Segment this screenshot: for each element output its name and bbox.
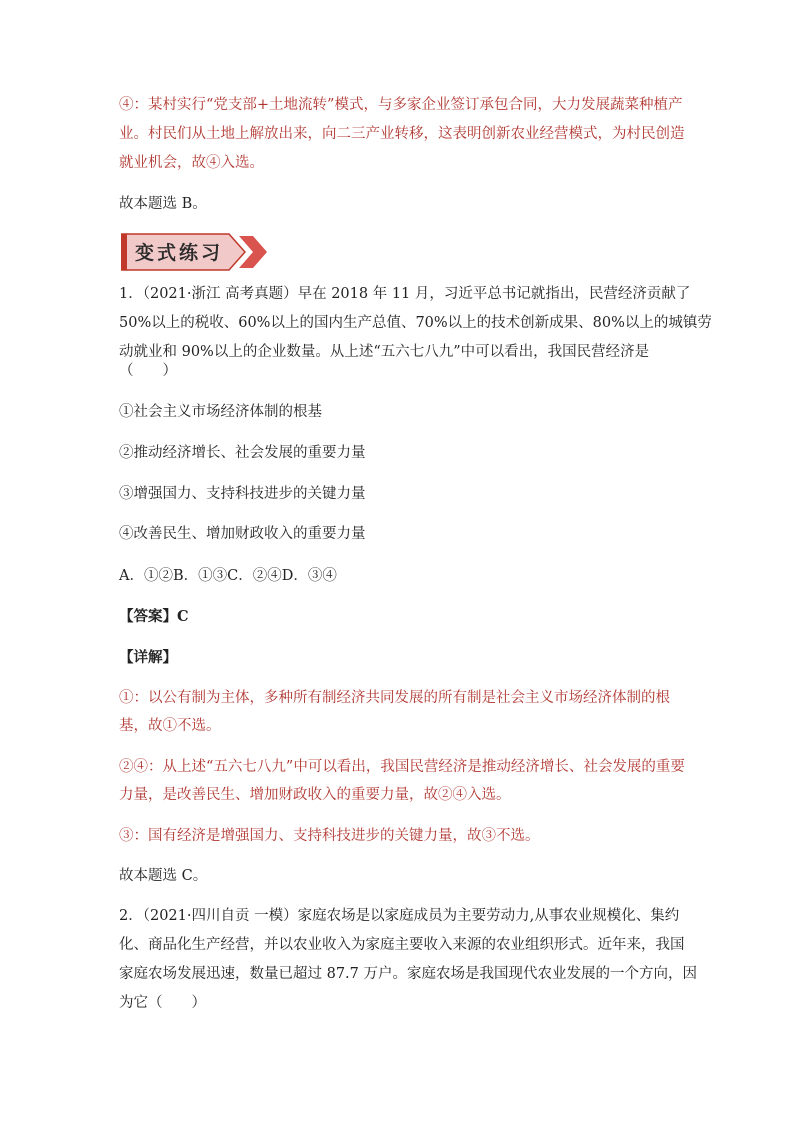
question-stem-line: 化、商品化生产经营，并以农业收入为家庭主要收入来源的农业组织形式。近年来，我国 [119, 937, 685, 953]
explanation-line: 就业机会，故④入选。 [119, 155, 264, 171]
choices-line: A．①②B．①③C．②④D．③④ [119, 568, 337, 584]
question-stem-line: 1．（2021·浙江 高考真题）早在 2018 年 11 月，习近平总书记就指出，民营经济贡献了 [119, 286, 691, 302]
option-item: ④改善民生、增加财政收入的重要力量 [119, 526, 366, 542]
explanation-line: ③：国有经济是增强国力、支持科技进步的关键力量，故③不选。 [119, 828, 540, 844]
answer-label: 【答案】C [119, 608, 189, 625]
banner-label: 变式练习 [135, 242, 224, 264]
detail-label: 【详解】 [119, 649, 177, 666]
question-stem-line: 2．（2021·四川自贡 一模）家庭农场是以家庭成员为主要劳动力,从事农业规模化、集约 [119, 908, 680, 924]
question-stem-line: 为它（ ） [119, 995, 206, 1011]
question-stem-line: 50%以上的税收、60%以上的国内生产总值、70%以上的技术创新成果、80%以上的城镇劳 [119, 315, 712, 331]
explanation-line: 业。村民们从土地上解放出来，向二三产业转移，这表明创新农业经营模式，为村民创造 [119, 126, 685, 142]
explanation-line: ②④：从上述“五六七八九”中可以看出，我国民营经济是推动经济增长、社会发展的重要 [119, 759, 685, 775]
question-stem-line: 家庭农场发展迅速，数量已超过 87.7 万户。家庭农场是我国现代农业发展的一个方向，因 [119, 966, 697, 982]
explanation-line: ④：某村实行“党支部+土地流转”模式，与多家企业签订承包合同，大力发展蔬菜种植产 [119, 97, 683, 113]
question-blank: （ ） [119, 363, 177, 379]
option-item: ③增强国力、支持科技进步的关键力量 [119, 486, 366, 502]
explanation-line: 基，故①不选。 [119, 718, 221, 734]
section-banner [121, 232, 271, 272]
option-item: ②推动经济增长、社会发展的重要力量 [119, 445, 366, 461]
conclusion-text: 故本题选 C。 [119, 868, 208, 884]
conclusion-text: 故本题选 B。 [119, 196, 207, 212]
explanation-line: ①：以公有制为主体，多种所有制经济共同发展的所有制是社会主义市场经济体制的根 [119, 690, 670, 706]
question-stem-line: 动就业和 90%以上的企业数量。从上述“五六七八九”中可以看出，我国民营经济是 [119, 344, 650, 360]
explanation-line: 力量，是改善民生、增加财政收入的重要力量，故②④入选。 [119, 787, 511, 803]
option-item: ①社会主义市场经济体制的根基 [119, 404, 322, 420]
